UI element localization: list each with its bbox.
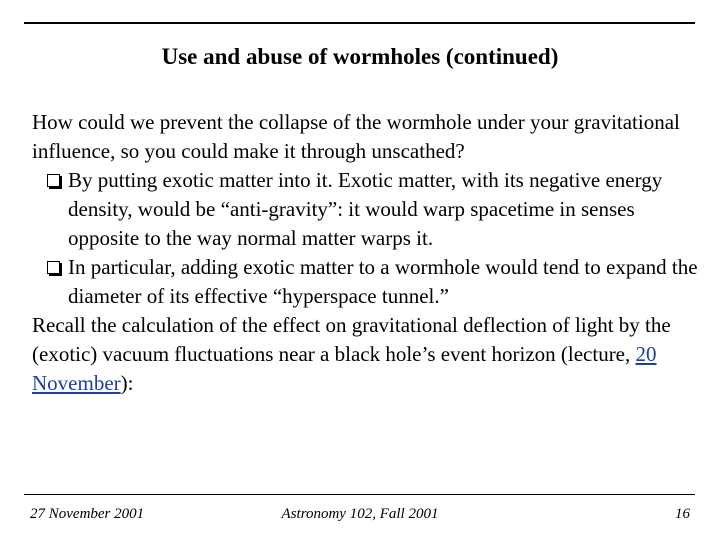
footer-date: 27 November 2001 xyxy=(30,506,145,522)
intro-paragraph: How could we prevent the collapse of the wormhole under your gravitational influence, so you could make it through unscathed? xyxy=(32,110,680,163)
slide-title: Use and abuse of wormholes (continued) xyxy=(161,44,559,69)
checkbox-bullet-icon xyxy=(47,261,60,274)
bullet-text: By putting exotic matter into it. Exotic matter, with its negative energy density, would be “anti-gravity”: it would warp spacetime in senses opposite to the way normal matter warps it. xyxy=(68,168,663,250)
top-rule xyxy=(24,22,695,24)
recall-text: Recall the calculation of the effect on gravitational deflection of light by the (exotic) vacuum fluctuations near a black hole’s event horizon (lecture, xyxy=(32,313,671,366)
slide-body xyxy=(32,108,702,398)
lecture-link[interactable]: 20 November xyxy=(32,342,657,395)
checkbox-bullet-icon xyxy=(47,174,60,187)
footer-page-number: 16 xyxy=(675,506,690,522)
bottom-rule xyxy=(24,494,695,495)
recall-end: ): xyxy=(120,371,134,395)
recall-paragraph xyxy=(32,311,702,398)
bullet-text: In particular, adding exotic matter to a wormhole would tend to expand the diameter of its effective “hyperspace tunnel.” xyxy=(68,255,698,308)
bullet-item xyxy=(32,166,702,253)
footer-course: Astronomy 102, Fall 2001 xyxy=(281,506,439,522)
bullet-item xyxy=(32,253,702,311)
